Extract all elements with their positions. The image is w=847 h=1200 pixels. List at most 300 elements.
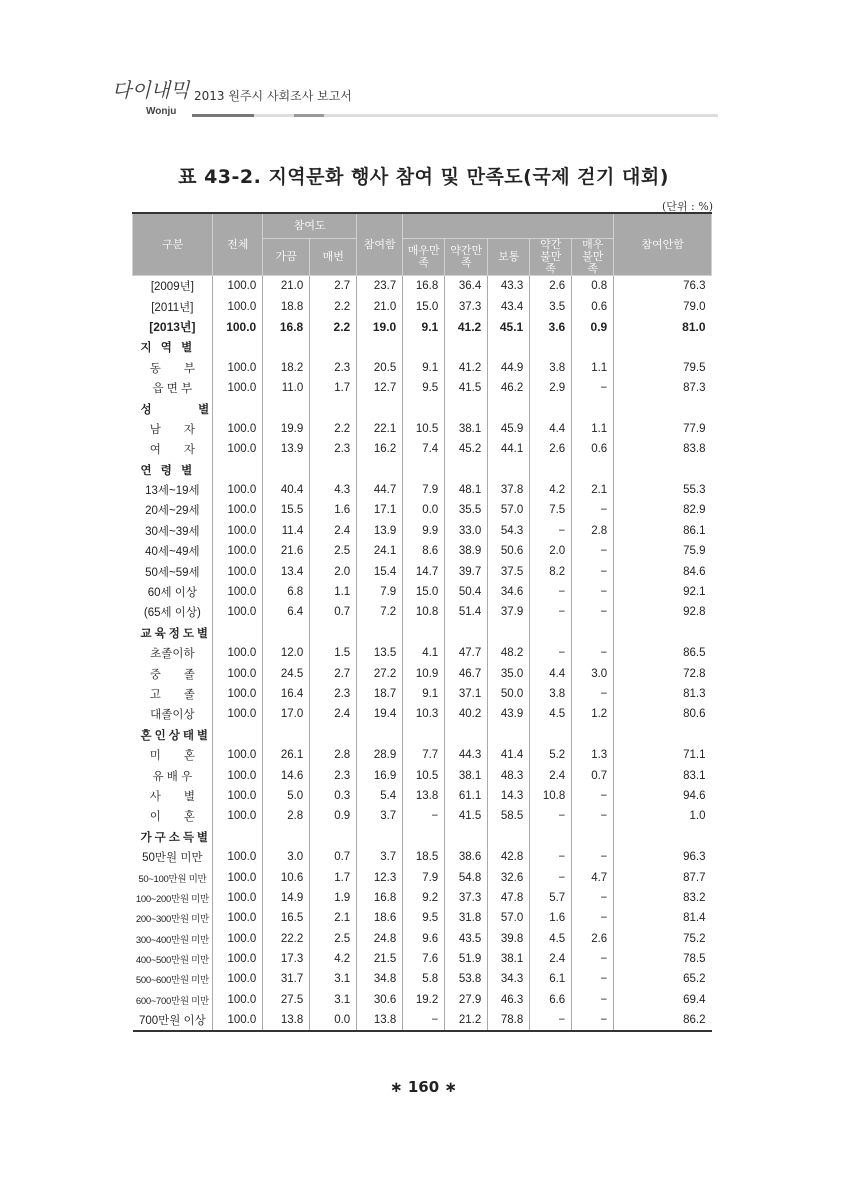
cell-value <box>310 725 357 745</box>
cell-value <box>403 623 445 643</box>
cell-value <box>614 460 712 480</box>
cell-value: 13.8 <box>403 786 445 806</box>
cell-value: 5.7 <box>530 888 572 908</box>
cell-value: 16.5 <box>263 908 310 928</box>
cell-value: 1.1 <box>310 582 357 602</box>
cell-value: 43.5 <box>445 929 488 949</box>
cell-value: 1.1 <box>572 358 614 378</box>
table-row <box>133 500 712 520</box>
row-label: 남 자 <box>133 419 213 439</box>
cell-value: − <box>572 806 614 826</box>
cell-value: − <box>572 602 614 622</box>
cell-value: 100.0 <box>213 684 263 704</box>
cell-value: 1.2 <box>572 704 614 724</box>
col-very-dissatisfied: 매우 불만족 <box>572 239 614 276</box>
cell-value <box>310 398 357 418</box>
cell-value: 18.6 <box>357 908 403 928</box>
cell-value: 22.2 <box>263 929 310 949</box>
cell-value: 7.7 <box>403 745 445 765</box>
cell-value: 3.0 <box>572 663 614 683</box>
cell-value: 100.0 <box>213 949 263 969</box>
cell-value: − <box>572 949 614 969</box>
table-row <box>133 480 712 500</box>
cell-value: 78.5 <box>614 949 712 969</box>
cell-value: 31.7 <box>263 969 310 989</box>
row-label: 연 령 별 <box>133 460 213 480</box>
cell-value: 0.9 <box>310 806 357 826</box>
cell-value: 33.0 <box>445 521 488 541</box>
cell-value: 9.5 <box>403 378 445 398</box>
row-label: 동 부 <box>133 358 213 378</box>
row-label: 여 자 <box>133 439 213 459</box>
cell-value: 36.4 <box>445 276 488 297</box>
cell-value <box>213 337 263 357</box>
cell-value: 16.8 <box>403 276 445 297</box>
cell-value: 0.8 <box>572 276 614 297</box>
cell-value: 41.2 <box>445 317 488 337</box>
cell-value <box>445 725 488 745</box>
cell-value: 54.8 <box>445 867 488 887</box>
cell-value <box>213 398 263 418</box>
cell-value <box>310 337 357 357</box>
table-row <box>133 1010 712 1031</box>
row-label: 200~300만원 미만 <box>133 908 213 928</box>
col-every-time: 매번 <box>310 239 357 276</box>
cell-value: 96.3 <box>614 847 712 867</box>
cell-value: 37.8 <box>488 480 530 500</box>
table-row <box>133 684 712 704</box>
cell-value: 14.7 <box>403 561 445 581</box>
table-row <box>133 643 712 663</box>
table-title: 표 43-2. 지역문화 행사 참여 및 만족도(국제 걷기 대회) <box>178 166 669 188</box>
cell-value: 100.0 <box>213 786 263 806</box>
cell-value <box>213 623 263 643</box>
table-row <box>133 867 712 887</box>
cell-value: 17.3 <box>263 949 310 969</box>
cell-value: 35.0 <box>488 663 530 683</box>
row-label: 50만원 미만 <box>133 847 213 867</box>
cell-value <box>263 337 310 357</box>
cell-value: 4.2 <box>530 480 572 500</box>
cell-value <box>488 460 530 480</box>
table-row <box>133 358 712 378</box>
cell-value: 79.5 <box>614 358 712 378</box>
cell-value: 2.3 <box>310 358 357 378</box>
cell-value <box>572 460 614 480</box>
cell-value: 15.5 <box>263 500 310 520</box>
row-label: [2013년] <box>133 317 213 337</box>
cell-value <box>310 460 357 480</box>
cell-value: 47.7 <box>445 643 488 663</box>
cell-value: 100.0 <box>213 378 263 398</box>
cell-value <box>614 725 712 745</box>
cell-value: 75.9 <box>614 541 712 561</box>
row-label: 유 배 우 <box>133 765 213 785</box>
cell-value: 83.2 <box>614 888 712 908</box>
cell-value <box>357 827 403 847</box>
cell-value: 58.5 <box>488 806 530 826</box>
cell-value <box>445 623 488 643</box>
section-row <box>133 725 712 745</box>
cell-value: 4.4 <box>530 663 572 683</box>
cell-value: 9.9 <box>403 521 445 541</box>
table-row <box>133 929 712 949</box>
cell-value: 15.0 <box>403 582 445 602</box>
cell-value <box>488 398 530 418</box>
cell-value: 21.2 <box>445 1010 488 1031</box>
cell-value: − <box>572 888 614 908</box>
cell-value: − <box>572 582 614 602</box>
cell-value: − <box>572 643 614 663</box>
cell-value: 100.0 <box>213 765 263 785</box>
cell-value: 83.1 <box>614 765 712 785</box>
row-label: (65세 이상) <box>133 602 213 622</box>
cell-value: 2.8 <box>310 745 357 765</box>
cell-value: − <box>530 867 572 887</box>
cell-value: 100.0 <box>213 480 263 500</box>
cell-value: 24.1 <box>357 541 403 561</box>
cell-value: 92.1 <box>614 582 712 602</box>
cell-value <box>310 827 357 847</box>
cell-value <box>357 398 403 418</box>
cell-value <box>357 337 403 357</box>
col-satisfaction-group <box>403 213 614 239</box>
cell-value: − <box>530 847 572 867</box>
cell-value: 51.4 <box>445 602 488 622</box>
row-label: 미 혼 <box>133 745 213 765</box>
cell-value: 3.8 <box>530 358 572 378</box>
cell-value <box>263 460 310 480</box>
cell-value: 0.0 <box>403 500 445 520</box>
cell-value: 28.9 <box>357 745 403 765</box>
cell-value: 2.6 <box>530 439 572 459</box>
cell-value: 27.2 <box>357 663 403 683</box>
cell-value: 87.7 <box>614 867 712 887</box>
cell-value <box>310 623 357 643</box>
cell-value: 2.2 <box>310 296 357 316</box>
cell-value: 2.1 <box>572 480 614 500</box>
cell-value: 100.0 <box>213 358 263 378</box>
header-rule-light <box>254 114 294 117</box>
cell-value <box>445 398 488 418</box>
cell-value: 1.0 <box>614 806 712 826</box>
cell-value: 87.3 <box>614 378 712 398</box>
unit-label: (단위 : %) <box>662 200 713 213</box>
cell-value: 100.0 <box>213 990 263 1010</box>
cell-value: 21.0 <box>357 296 403 316</box>
row-label: 30세~39세 <box>133 521 213 541</box>
cell-value: 3.1 <box>310 990 357 1010</box>
cell-value: 4.3 <box>310 480 357 500</box>
cell-value: 45.9 <box>488 419 530 439</box>
cell-value: 100.0 <box>213 276 263 297</box>
cell-value: 84.6 <box>614 561 712 581</box>
cell-value: 2.3 <box>310 765 357 785</box>
cell-value: 0.7 <box>572 765 614 785</box>
cell-value: 2.9 <box>530 378 572 398</box>
cell-value: 57.0 <box>488 908 530 928</box>
cell-value: 3.0 <box>263 847 310 867</box>
cell-value: 86.5 <box>614 643 712 663</box>
cell-value: 12.3 <box>357 867 403 887</box>
cell-value: − <box>572 847 614 867</box>
row-label: 고 졸 <box>133 684 213 704</box>
page-number: ∗ 160 ∗ <box>390 1078 457 1096</box>
header-rule-long <box>324 114 718 117</box>
cell-value: 100.0 <box>213 847 263 867</box>
cell-value: 24.5 <box>263 663 310 683</box>
table-row <box>133 990 712 1010</box>
header-rule-dark <box>192 114 254 117</box>
col-somewhat-dissatisfied: 약간 불만족 <box>530 239 572 276</box>
cell-value: 50.6 <box>488 541 530 561</box>
cell-value: 94.6 <box>614 786 712 806</box>
cell-value <box>403 337 445 357</box>
cell-value: 5.8 <box>403 969 445 989</box>
cell-value: 78.8 <box>488 1010 530 1031</box>
cell-value <box>445 337 488 357</box>
table-body <box>133 276 712 1032</box>
table-row <box>133 602 712 622</box>
cell-value: 2.1 <box>310 908 357 928</box>
row-label: 400~500만원 미만 <box>133 949 213 969</box>
cell-value: 7.2 <box>357 602 403 622</box>
cell-value: 6.6 <box>530 990 572 1010</box>
cell-value <box>530 623 572 643</box>
cell-value <box>403 725 445 745</box>
cell-value: 44.7 <box>357 480 403 500</box>
cell-value: − <box>572 990 614 1010</box>
cell-value: 10.8 <box>530 786 572 806</box>
cell-value: 38.1 <box>445 419 488 439</box>
cell-value: 30.6 <box>357 990 403 1010</box>
cell-value: − <box>530 521 572 541</box>
cell-value: − <box>403 806 445 826</box>
cell-value: 23.7 <box>357 276 403 297</box>
cell-value <box>614 398 712 418</box>
cell-value: 9.2 <box>403 888 445 908</box>
cell-value: 10.9 <box>403 663 445 683</box>
cell-value: 81.3 <box>614 684 712 704</box>
section-row <box>133 398 712 418</box>
table-row <box>133 419 712 439</box>
cell-value: 83.8 <box>614 439 712 459</box>
cell-value: 5.0 <box>263 786 310 806</box>
cell-value: 13.8 <box>263 1010 310 1031</box>
cell-value: 2.5 <box>310 929 357 949</box>
cell-value: 3.8 <box>530 684 572 704</box>
cell-value: 79.0 <box>614 296 712 316</box>
cell-value: 27.9 <box>445 990 488 1010</box>
cell-value: 100.0 <box>213 561 263 581</box>
cell-value: 3.1 <box>310 969 357 989</box>
wonju-logo <box>112 78 192 118</box>
cell-value: 80.6 <box>614 704 712 724</box>
table-row <box>133 969 712 989</box>
cell-value: 100.0 <box>213 867 263 887</box>
cell-value: 18.7 <box>357 684 403 704</box>
cell-value: 81.4 <box>614 908 712 928</box>
cell-value: − <box>572 684 614 704</box>
cell-value: 13.5 <box>357 643 403 663</box>
cell-value: 71.1 <box>614 745 712 765</box>
cell-value: 2.8 <box>572 521 614 541</box>
cell-value: 38.1 <box>488 949 530 969</box>
cell-value: 45.1 <box>488 317 530 337</box>
cell-value: 2.7 <box>310 276 357 297</box>
table-row <box>133 847 712 867</box>
cell-value: 43.9 <box>488 704 530 724</box>
cell-value: 13.4 <box>263 561 310 581</box>
row-label: 대졸이상 <box>133 704 213 724</box>
row-label: 300~400만원 미만 <box>133 929 213 949</box>
cell-value: 14.6 <box>263 765 310 785</box>
cell-value <box>213 725 263 745</box>
cell-value <box>488 623 530 643</box>
cell-value: 51.9 <box>445 949 488 969</box>
cell-value <box>530 337 572 357</box>
cell-value: 34.3 <box>488 969 530 989</box>
cell-value: 4.5 <box>530 929 572 949</box>
cell-value <box>488 337 530 357</box>
cell-value: 100.0 <box>213 704 263 724</box>
header-rule-mid <box>294 114 324 117</box>
cell-value <box>403 460 445 480</box>
table-row <box>133 276 712 297</box>
cell-value: 3.7 <box>357 847 403 867</box>
cell-value: 16.2 <box>357 439 403 459</box>
cell-value: 0.0 <box>310 1010 357 1031</box>
cell-value: 13.9 <box>357 521 403 541</box>
section-row <box>133 827 712 847</box>
cell-value: 2.0 <box>530 541 572 561</box>
row-label: 13세~19세 <box>133 480 213 500</box>
cell-value: 100.0 <box>213 419 263 439</box>
cell-value <box>614 337 712 357</box>
cell-value <box>445 460 488 480</box>
cell-value <box>530 398 572 418</box>
cell-value: 7.4 <box>403 439 445 459</box>
cell-value: 2.3 <box>310 439 357 459</box>
col-very-satisfied: 매우만족 <box>403 239 445 276</box>
cell-value: − <box>530 582 572 602</box>
cell-value: 2.5 <box>310 541 357 561</box>
cell-value: − <box>530 1010 572 1031</box>
col-total: 전체 <box>213 213 263 276</box>
cell-value: 14.3 <box>488 786 530 806</box>
cell-value: 41.2 <box>445 358 488 378</box>
cell-value: 100.0 <box>213 663 263 683</box>
cell-value: 3.7 <box>357 806 403 826</box>
row-label: 이 혼 <box>133 806 213 826</box>
row-label: 500~600만원 미만 <box>133 969 213 989</box>
cell-value: 11.4 <box>263 521 310 541</box>
cell-value: 100.0 <box>213 500 263 520</box>
cell-value: 4.5 <box>530 704 572 724</box>
cell-value: 100.0 <box>213 806 263 826</box>
cell-value: 16.9 <box>357 765 403 785</box>
cell-value <box>530 460 572 480</box>
table-row <box>133 561 712 581</box>
cell-value: 19.0 <box>357 317 403 337</box>
cell-value: − <box>572 541 614 561</box>
cell-value: 2.7 <box>310 663 357 683</box>
cell-value: 15.4 <box>357 561 403 581</box>
cell-value: 18.5 <box>403 847 445 867</box>
document-title: 2013 원주시 사회조사 보고서 <box>194 89 352 103</box>
running-header <box>112 78 352 118</box>
cell-value: 100.0 <box>213 643 263 663</box>
table-row <box>133 439 712 459</box>
row-label: 20세~29세 <box>133 500 213 520</box>
logo-text: 다이내믹 <box>112 78 190 102</box>
cell-value: 2.8 <box>263 806 310 826</box>
cell-value <box>530 827 572 847</box>
cell-value: 16.8 <box>263 317 310 337</box>
cell-value: 39.8 <box>488 929 530 949</box>
cell-value: 10.8 <box>403 602 445 622</box>
cell-value <box>403 398 445 418</box>
cell-value: 3.5 <box>530 296 572 316</box>
cell-value: − <box>572 969 614 989</box>
cell-value: 18.8 <box>263 296 310 316</box>
col-somewhat-satisfied: 약간만족 <box>445 239 488 276</box>
cell-value: 6.8 <box>263 582 310 602</box>
cell-value: 20.5 <box>357 358 403 378</box>
cell-value: 100.0 <box>213 929 263 949</box>
cell-value: 46.7 <box>445 663 488 683</box>
cell-value: 4.2 <box>310 949 357 969</box>
cell-value: 37.5 <box>488 561 530 581</box>
cell-value: − <box>572 908 614 928</box>
cell-value: 4.4 <box>530 419 572 439</box>
cell-value: 100.0 <box>213 541 263 561</box>
cell-value: 86.1 <box>614 521 712 541</box>
cell-value <box>445 827 488 847</box>
cell-value: 19.4 <box>357 704 403 724</box>
table-row <box>133 663 712 683</box>
cell-value: 82.9 <box>614 500 712 520</box>
cell-value: 21.6 <box>263 541 310 561</box>
cell-value: 10.6 <box>263 867 310 887</box>
cell-value: 100.0 <box>213 1010 263 1031</box>
cell-value: 21.0 <box>263 276 310 297</box>
cell-value: 100.0 <box>213 439 263 459</box>
table-row <box>133 888 712 908</box>
section-row <box>133 337 712 357</box>
cell-value <box>572 725 614 745</box>
table-row <box>133 745 712 765</box>
cell-value: 44.1 <box>488 439 530 459</box>
cell-value: 16.8 <box>357 888 403 908</box>
col-participated: 참여함 <box>357 213 403 276</box>
cell-value: 7.6 <box>403 949 445 969</box>
cell-value: 57.0 <box>488 500 530 520</box>
cell-value: 53.8 <box>445 969 488 989</box>
cell-value <box>572 623 614 643</box>
cell-value: 6.1 <box>530 969 572 989</box>
cell-value: 34.8 <box>357 969 403 989</box>
cell-value: 1.6 <box>310 500 357 520</box>
table-row <box>133 378 712 398</box>
cell-value: 34.6 <box>488 582 530 602</box>
cell-value <box>614 827 712 847</box>
cell-value: 2.3 <box>310 684 357 704</box>
cell-value: 9.1 <box>403 684 445 704</box>
cell-value: 100.0 <box>213 969 263 989</box>
cell-value <box>357 725 403 745</box>
cell-value: 72.8 <box>614 663 712 683</box>
